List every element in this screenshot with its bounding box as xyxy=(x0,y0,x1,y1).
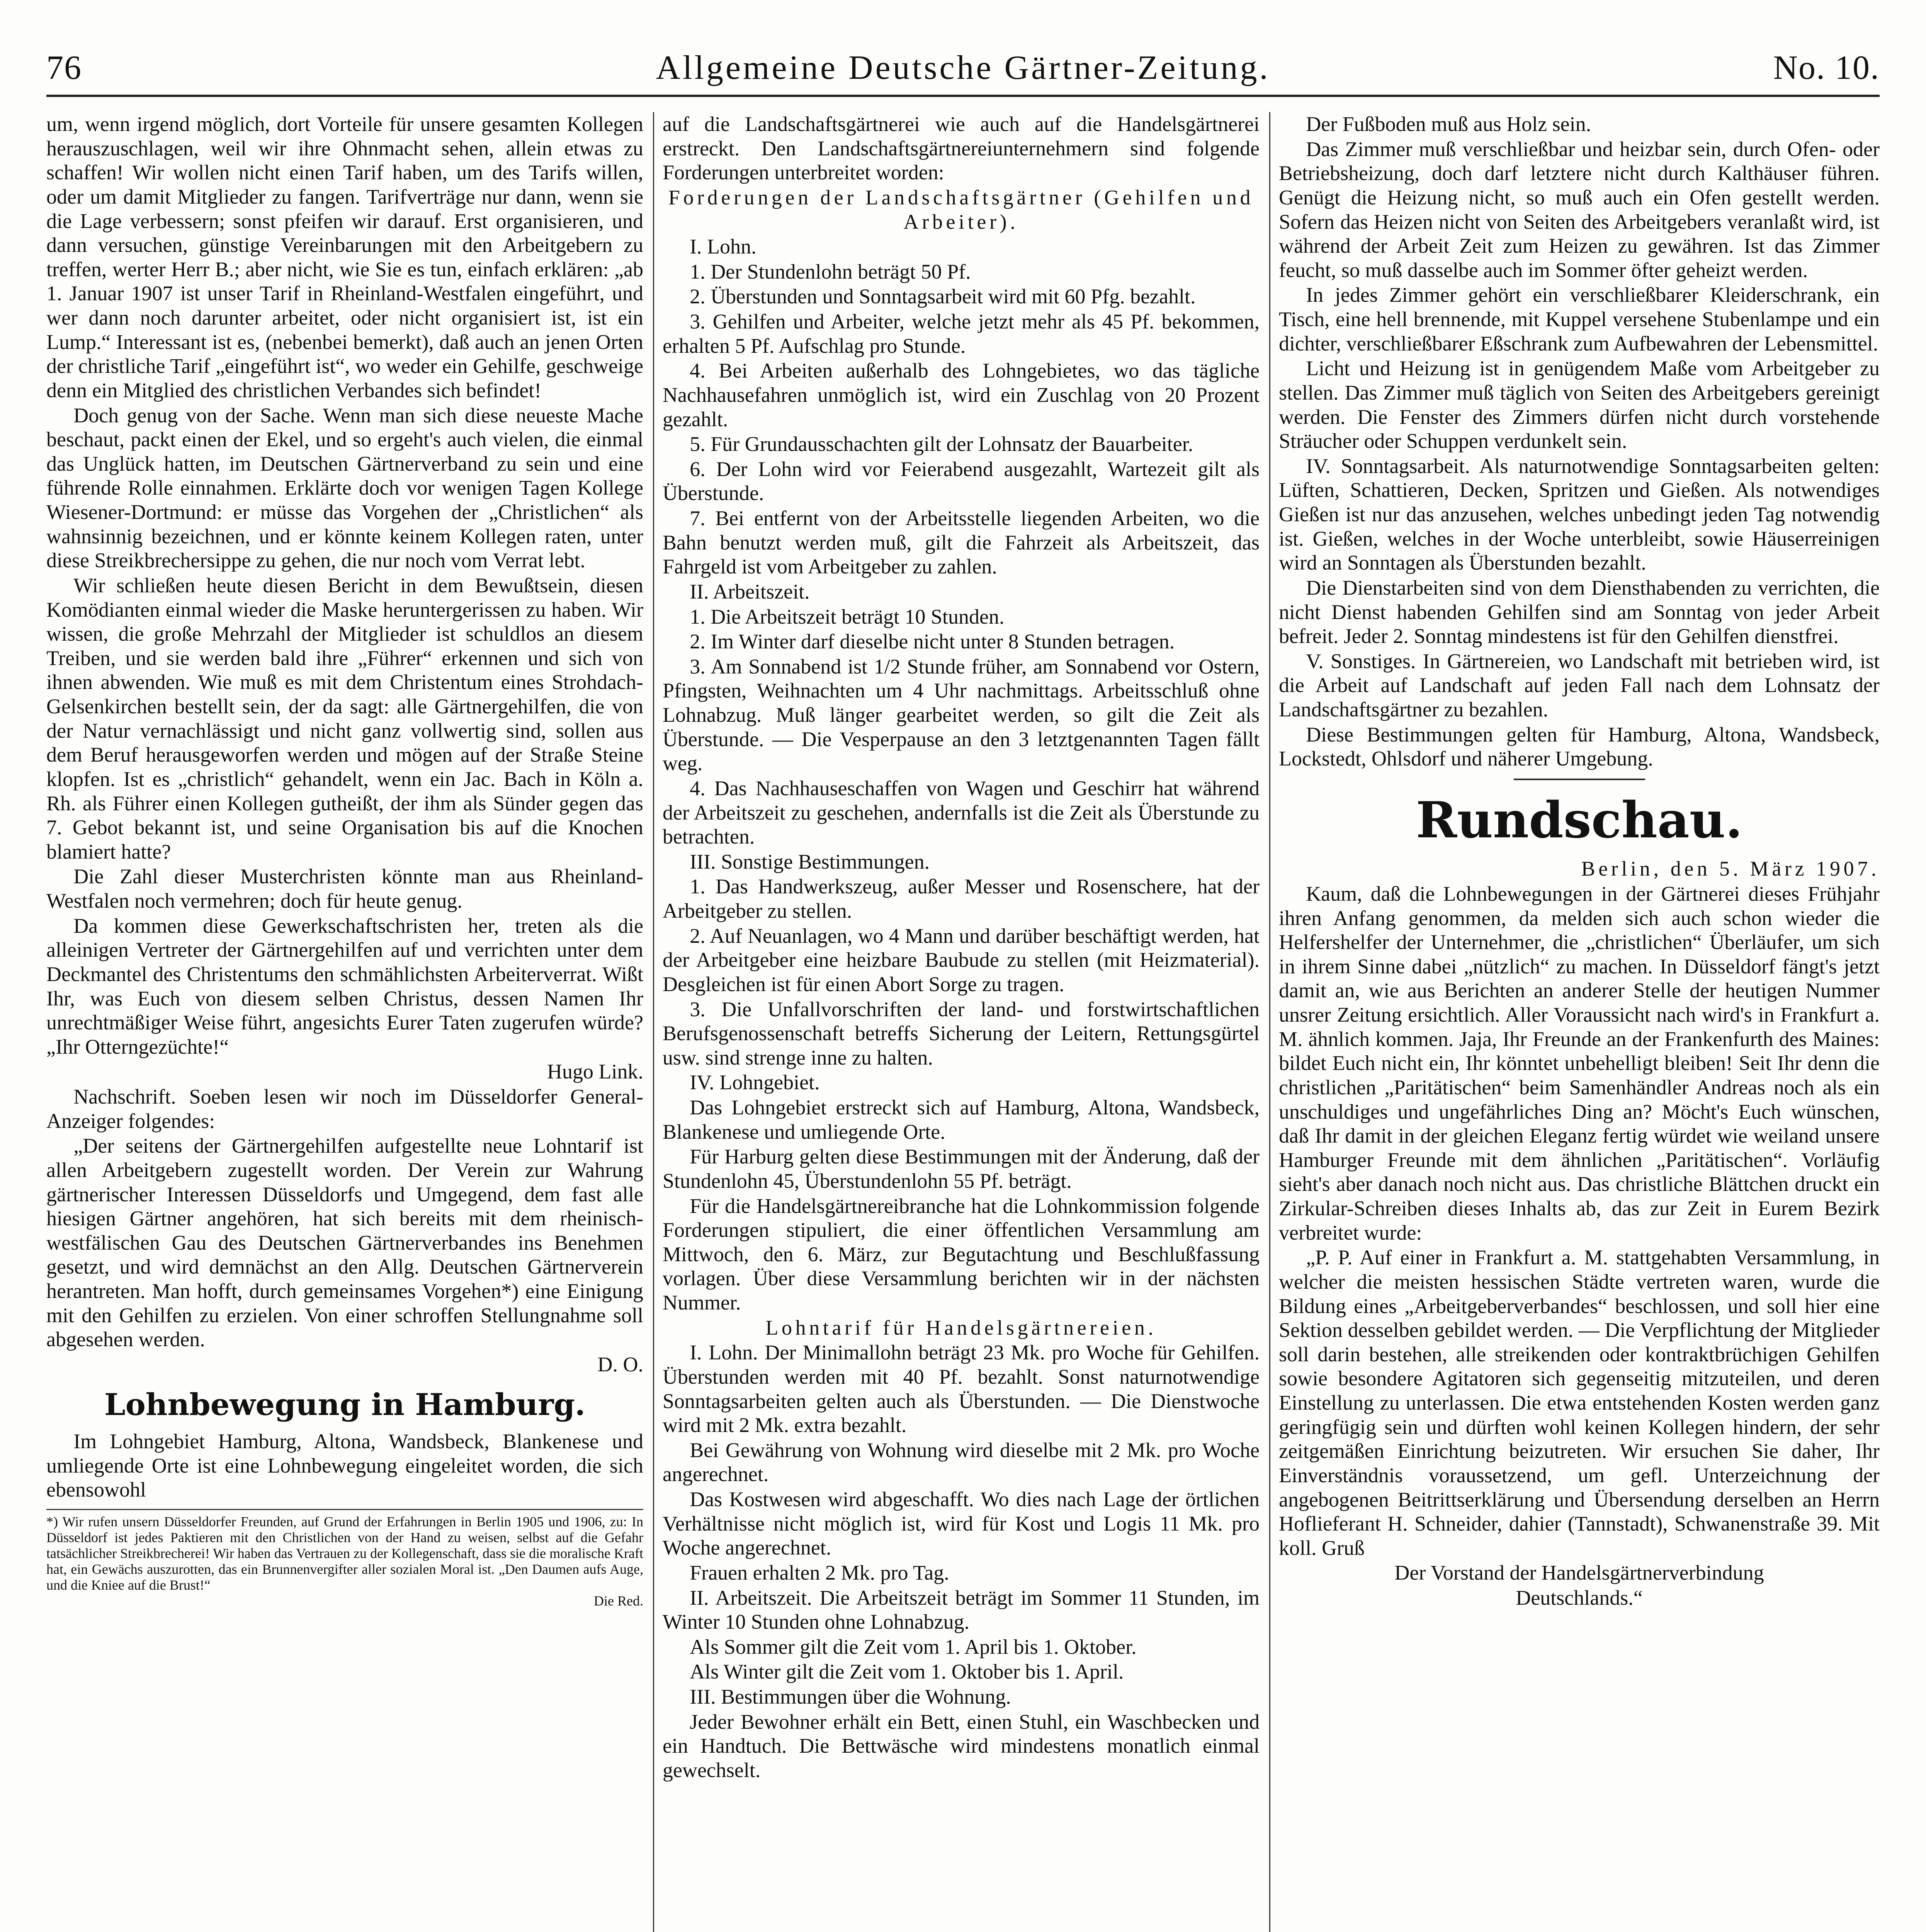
author-signature: Hugo Link. xyxy=(547,1060,643,1083)
list-item: Das Zimmer muß verschließbar und heizbar sein, durch Ofen- oder Betriebsheizung, doch darf letztere nicht durch Kalthäuser führen. Genügt die Heizung nicht, so muß auch ein Ofen gestellt werden. Sofern das Heizen nicht von Seiten des Arbeitgebers veranlaßt wird, ist während der Arbeit Zeit zum Heizen zu gewähren. Ist das Zimmer feucht, so muß dasselbe auch im Sommer öfter geheizt werden. xyxy=(1279,137,1880,282)
list-item: 7. Bei entfernt von der Arbeitsstelle liegenden Arbeiten, wo die Bahn benutzt werden muß, gilt die Fahrzeit als Arbeitszeit, das Fahrgeld ist vom Arbeitgeber zu zahlen. xyxy=(663,507,1260,578)
newspaper-title: Allgemeine Deutsche Gärtner-Zeitung. xyxy=(656,49,1270,87)
list-item: 4. Das Nachhauseschaffen von Wagen und Geschirr hat während der Arbeitszeit zu geschehen, andernfalls ist die Zeit als Überstunde zu betrachten. xyxy=(663,776,1260,849)
section-divider xyxy=(1514,779,1645,780)
list-item: V. Sonstiges. In Gärtnereien, wo Landschaft mit betrieben wird, ist die Arbeit auf Landschaft auf jeden Fall nach dem Lohnsatz der Landschaftsgärtner zu bezahlen. xyxy=(1279,649,1880,721)
list-item: Die Dienstarbeiten sind von dem Diensthabenden zu verrichten, die nicht Dienst habenden Gehilfen sind am Sonntag von jeder Arbeit befreit. Jeder 2. Sonntag mindestens ist für den Gehilfen dienstfrei. xyxy=(1279,576,1880,648)
quoted-circular: „P. P. Auf einer in Frankfurt a. M. stattgehabten Versammlung, in welcher die meisten hessischen Städte vertreten waren, wurde die Bildung eines „Arbeitgeberverbandes“ beschlossen, und soll hier eine Sektion desselben gebildet werden. — Die Verpflichtung der Mitglieder soll darin bestehen, alle streikenden oder kontraktbrüchigen Gehilfen sowie besondere Agitatoren sich gegenseitig mitzuteilen, und deren Einstellung zu unterlassen. Die etwa entstehenden Kosten werden ganz geringfügig sein und dürften wohl keinen Kollegen hindern, der sehr zeitgemäßen Einrichtung beizutreten. Wir ersuchen Sie daher, Ihr Einverständnis voraussetzend, um gefl. Unterzeichnung der angebogenen Beitrittserklärung und Übersendung derselben an Herrn Hoflieferant H. Schneider, dahier (Tannstadt), Schwanenstraße 39. Mit koll. Gruß xyxy=(1279,1246,1880,1560)
column-rule-2 xyxy=(1269,112,1270,1932)
circular-closing: Der Vorstand der Handelsgärtnerverbindung xyxy=(1394,1561,1764,1585)
list-item: IV. Lohngebiet. xyxy=(690,1071,820,1094)
list-item: Für Harburg gelten diese Bestimmungen mit der Änderung, daß der Stundenlohn 45, Überstundenlohn 55 Pf. beträgt. xyxy=(663,1145,1260,1192)
list-item: Für die Handelsgärtnereibranche hat die Lohnkommission folgende Forderungen stipuliert, die einer öffentlichen Versammlung am Mittwoch, den 6. März, zur Begutachtung und Beschlußfassung vorlagen. Über diese Versammlung berichten wir in der nächsten Nummer. xyxy=(663,1194,1260,1314)
list-item: 2. Überstunden und Sonntagsarbeit wird mit 60 Pfg. bezahlt. xyxy=(690,285,1196,308)
column-2 xyxy=(663,112,1260,1932)
list-item: Der Fußboden muß aus Holz sein. xyxy=(1306,112,1591,136)
demands-list xyxy=(663,235,1260,1315)
quote-signature: D. O. xyxy=(597,1352,643,1376)
footnote-signature: Die Red. xyxy=(594,1593,643,1609)
list-item: 2. Im Winter darf dieselbe nicht unter 8 Stunden betragen. xyxy=(690,630,1175,653)
postscript-intro: Nachschrift. Soeben lesen wir noch im Düsseldorfer General-Anzeiger folgendes: xyxy=(46,1085,643,1133)
page-number: 76 xyxy=(46,49,82,87)
article-paragraph: Im Lohngebiet Hamburg, Altona, Wandsbeck, Blankenese und umliegende Orte ist eine Lohnbewegung eingeleitet worden, die sich ebensowohl xyxy=(46,1429,643,1502)
article-paragraph: Die Zahl dieser Musterchristen könnte man aus Rheinland-Westfalen noch vermehren; doch für heute genug. xyxy=(46,865,643,912)
column-1 xyxy=(46,112,643,1932)
list-item: 1. Der Stundenlohn beträgt 50 Pf. xyxy=(690,260,971,283)
list-item: I. Lohn. Der Minimallohn beträgt 23 Mk. pro Woche für Gehilfen. Überstunden werden mit 40 Pf. bezahlt. Sonst naturnotwendige Sonntagsarbeiten gelten auch als Überstunden. — Die Dienstwoche wird mit 2 Mk. extra bezahlt. xyxy=(663,1341,1260,1437)
list-item: Licht und Heizung ist in genügendem Maße vom Arbeitgeber zu stellen. Das Zimmer muß täglich von Seiten des Arbeitgebers gereinigt werden. Die Fenster des Zimmers dürfen nicht durch vorstehende Sträucher oder Schuppen verdunkelt sein. xyxy=(1279,357,1880,453)
article-paragraph: Da kommen diese Gewerkschaftschristen her, treten als die alleinigen Vertreter der Gärtnergehilfen auf und verrichten unter dem Deckmantel des Christentums den schmählichsten Arbeiterverrat. Wißt Ihr, was Euch von diesem selben Christus, dessen Namen Ihr unrechtmäßiger Weise führt, angesichts Eurer Taten zugerufen würde? „Ihr Otterngezüchte!“ xyxy=(46,914,643,1058)
list-item: Das Lohngebiet erstreckt sich auf Hamburg, Altona, Wandsbeck, Blankenese und umliegende Orte. xyxy=(663,1096,1260,1143)
article-paragraph: Kaum, daß die Lohnbewegungen in der Gärtnerei dieses Frühjahr ihren Anfang genommen, da melden sich auch schon wieder die Helfershelfer der Unternehmer, die „christlichen“ Überläufer, um sich in ihrem Sinne dabei „nützlich“ zu machen. In Düsseldorf fängt's jetzt damit an, wie aus Berichten an anderer Stelle der heutigen Nummer unsrer Zeitung ersichtlich. Aller Voraussicht nach wird's in Frankfurt a. M. ähnlich kommen. Jaja, Ihr Freunde an der Frankenfurth des Maines: bildet Euch nicht ein, Ihr könntet unbehelligt bleiben! Seit Ihr denn die christlichen „Paritätischen“ beim Samenhändler Andreas noch als ein unschuldiges und ungefährliches Ding an? Möcht's Euch wünschen, daß Ihr damit in der gleichen Eleganz fertig würdet wie weiland unsere Hamburger Freunde mit dem ähnlichen „Paritätischen“. Vorläufig sieht's aber danach noch nicht aus. Das christliche Blättchen druckt ein Zirkular-Schreiben dieses Inhalts ab, das zur Zeit in Eurem Bezirk verbreitet wurde: xyxy=(1279,882,1880,1244)
list-item: In jedes Zimmer gehört ein verschließbarer Kleiderschrank, ein Tisch, eine hell brennende, mit Kuppel versehene Stubenlampe und ein dichter, verschließbarer Eßschrank zum Aufbewahren der Lebensmittel. xyxy=(1279,283,1880,355)
list-item: III. Sonstige Bestimmungen. xyxy=(690,850,930,873)
article-paragraph: auf die Landschaftsgärtnerei wie auch auf die Handelsgärtnerei erstreckt. Den Landschaftsgärtnereiunternehmern sind folgende Forderungen unterbreitet worden: xyxy=(663,112,1260,184)
housing-list xyxy=(1279,112,1880,771)
circular-closing: Deutschlands.“ xyxy=(1516,1586,1643,1610)
column-3 xyxy=(1279,112,1880,1932)
article-paragraph: Doch genug von der Sache. Wenn man sich diese neueste Mache beschaut, packt einen der Ekel, und so ergeht's auch vielen, die einmal das Unglück hatten, im Deutschen Gärtnerverband zu sein und eine führende Rolle einnahmen. Erklärte doch vor wenigen Tagen Kollege Wiesener-Dortmund: er müsse das Vorgehen der „Christlichen“ als wahnsinnig bezeichnen, und er könnte keinem Kollegen raten, unter diese Streikbrechersippe zu gehen, die nur noch vom Verrat lebt. xyxy=(46,403,643,572)
list-item: Als Winter gilt die Zeit vom 1. Oktober bis 1. April. xyxy=(690,1660,1124,1684)
list-item: Das Kostwesen wird abgeschafft. Wo dies nach Lage der örtlichen Verhältnisse nicht möglich ist, wird für Kost und Logis 11 Mk. pro Woche angerechnet. xyxy=(663,1488,1260,1560)
list-item: Bei Gewährung von Wohnung wird dieselbe mit 2 Mk. pro Woche angerechnet. xyxy=(663,1438,1260,1486)
list-item: 1. Die Arbeitszeit beträgt 10 Stunden. xyxy=(690,605,1005,628)
quoted-paragraph: „Der seitens der Gärtnergehilfen aufgestellte neue Lohntarif ist allen Arbeitgebern zugestellt worden. Der Verein zur Wahrung gärtnerischer Interessen Düsseldorfs und Umgegend, dem fast alle hiesigen Gärtner angehören, hat sich bereits mit dem rheinisch-westfälischen Gau des Deutschen Gärtnerverbandes ins Benehmen gesetzt, und wird demnächst an den Allg. Deutschen Gärtnerverein herantreten. Man hofft, durch gemeinsames Vorgehen*) eine Einigung mit den Gehilfen zu erzielen. Von einer schroffen Stellungnahme soll abgesehen werden. xyxy=(46,1134,643,1351)
list-item: II. Arbeitszeit. Die Arbeitszeit beträgt im Sommer 11 Stunden, im Winter 10 Stunden ohne Lohnabzug. xyxy=(663,1586,1260,1634)
list-item: 4. Bei Arbeiten außerhalb des Lohngebietes, wo das tägliche Nachhausefahren unmöglich ist, wird ein Zuschlag von 20 Prozent gezahlt. xyxy=(663,359,1260,431)
section-heading-hamburg: Lohnbewegung in Hamburg. xyxy=(104,1387,586,1422)
list-item: II. Arbeitszeit. xyxy=(690,580,810,603)
article-paragraph: um, wenn irgend möglich, dort Vorteile für unsere gesamten Kollegen herauszuschlagen, weil wir ihre Ohnmacht sehen, allein etwas zu schaffen! Wir wollen nicht einen Tarif haben, um des Tarifs willen, oder um damit Mitglieder zu fangen. Tarifverträge nur dann, wenn sie die Lage verbessern; sonst pfeifen wir darauf. Erst organisieren, und dann versuchen, günstige Vereinbarungen mit den Arbeitgebern zu treffen, werter Herr B.; aber nicht, wie Sie es tun, einfach erklären: „ab 1. Januar 1907 ist unser Tarif in Rheinland-Westfalen eingeführt, und wer dann noch darunter arbeitet, oder nicht organisiert ist, ist ein Lump.“ Interessant ist es, (nebenbei bemerkt), daß auch an jenen Orten der christliche Tarif „eingeführt ist“, wo weder ein Gehilfe, geschweige denn ein Mitglied des christlichen Verbandes sich befindet! xyxy=(46,112,643,402)
list-item: Jeder Bewohner erhält ein Bett, einen Stuhl, ein Waschbecken und ein Handtuch. Die Bettwäsche wird mindestens monatlich einmal gewechselt. xyxy=(663,1710,1260,1782)
footnote xyxy=(46,1509,643,1609)
list-item: 3. Gehilfen und Arbeiter, welche jetzt mehr als 45 Pf. bekommen, erhalten 5 Pf. Aufschlag pro Stunde. xyxy=(663,310,1260,357)
list-item: 2. Auf Neuanlagen, wo 4 Mann und darüber beschäftigt werden, hat der Arbeitgeber eine heizbare Baubude zu stellen (mit Heizmaterial). Desgleichen ist für einen Abort Sorge zu tragen. xyxy=(663,924,1260,996)
list-item: 6. Der Lohn wird vor Feierabend ausgezahlt, Wartezeit gilt als Überstunde. xyxy=(663,457,1260,505)
tariff-list xyxy=(663,1340,1260,1782)
tariff-title: Lohntarif für Handelsgärtnereien. xyxy=(765,1316,1157,1339)
list-item: Als Sommer gilt die Zeit vom 1. April bis 1. Oktober. xyxy=(690,1635,1137,1658)
list-item: Frauen erhalten 2 Mk. pro Tag. xyxy=(690,1561,949,1584)
list-item: I. Lohn. xyxy=(690,235,756,259)
issue-number: No. 10. xyxy=(1773,49,1880,87)
list-item: 3. Die Unfallvorschriften der land- und forstwirtschaftlichen Berufsgenossenschaft betreffs Sicherung der Leitern, Rettungsgürtel usw. sind strenge inne zu halten. xyxy=(663,997,1260,1069)
page-header xyxy=(46,37,1880,97)
list-item: 3. Am Sonnabend ist 1/2 Stunde früher, am Sonnabend vor Ostern, Pfingsten, Weihnachten um 4 Uhr nachmittags. Arbeitsschluß ohne Lohnabzug. Muß länger gearbeitet werden, so gilt die Zeit als Überstunde. — Die Vesperpause an den 3 letztgenannten Tagen fällt weg. xyxy=(663,655,1260,775)
footnote-text: *) Wir rufen unsern Düsseldorfer Freunden, auf Grund der Erfahrungen in Berlin 1905 und 1906, zu: In Düsseldorf ist jedes Paktieren mit den Christlichen von der Hand zu weisen, selbst auf die Gefahr tatsächlicher Streikbrecherei! Wir haben das Vertrauen zu der Kollegenschaft, dass sie die moralische Kraft hat, ein Gewächs auszurotten, das ein Brunnenvergifter aller sozialen Moral ist. „Den Daumen aufs Auge, und die Kniee auf die Brust!“ xyxy=(46,1514,643,1593)
dateline: Berlin, den 5. März 1907. xyxy=(1581,857,1880,881)
article-paragraph: Wir schließen heute diesen Bericht in dem Bewußtsein, diesen Komödianten einmal wieder die Maske heruntergerissen zu haben. Wir wissen, die große Mehrzahl der Mitglieder ist schuldlos an diesem Treiben, und sie werden bald ihre „Führer“ erkennen und sich von ihnen abwenden. Wie muß es mit dem Christentum eines Strohdach-Gelsenkirchen bestellt sein, der da sagt: alle Gärtnergehilfen, die von der Natur vernachlässigt und nicht ganz vollwertig sind, sollen aus dem Beruf herausgeworfen werden und mögen auf der Straße Steine klopfen. Ist es „christlich“ gehandelt, wenn ein Jac. Bach in Köln a. Rh. als Führer einen Kollegen gutheißt, der ihm als Sünder gegen das 7. Gebot bekannt ist, und seine Organisation bis auf die Knochen blamiert hatte? xyxy=(46,573,643,863)
list-item: Diese Bestimmungen gelten für Hamburg, Altona, Wandsbeck, Lockstedt, Ohlsdorf und näherer Umgebung. xyxy=(1279,723,1880,770)
list-item: 1. Das Handwerkszeug, außer Messer und Rosenschere, hat der Arbeitgeber zu stellen. xyxy=(663,875,1260,922)
column-rule-1 xyxy=(653,112,654,1932)
list-item: III. Bestimmungen über die Wohnung. xyxy=(690,1685,1011,1708)
section-heading-rundschau: Rundschau. xyxy=(1416,791,1743,849)
list-item: 5. Für Grundausschachten gilt der Lohnsatz der Bauarbeiter. xyxy=(690,432,1193,456)
demands-title: Forderungen der Landschaftsgärtner (Gehilfen und Arbeiter). xyxy=(668,185,1254,233)
list-item: IV. Sonntagsarbeit. Als naturnotwendige Sonntagsarbeiten gelten: Lüften, Schattieren, Decken, Spritzen und Gießen. Als notwendiges Gießen ist nur das anzusehen, welches unbedingt jeden Tag notwendig ist. Gießen, welches in der Woche unterbleibt, sowie Häuserreinigen wird an Sonntagen als Überstunden bezahlt. xyxy=(1279,454,1880,575)
